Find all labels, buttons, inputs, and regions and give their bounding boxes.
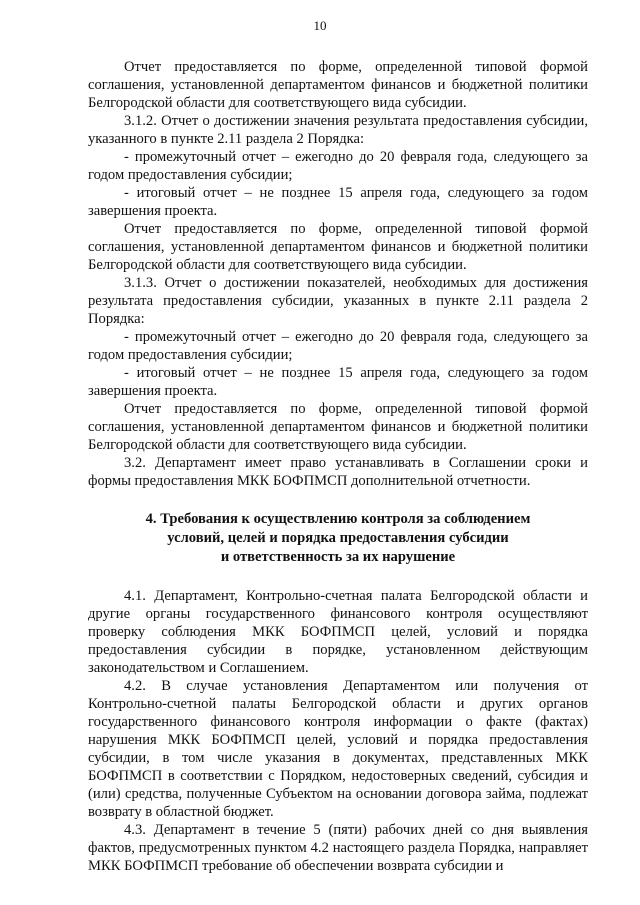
paragraph: 4.3. Департамент в течение 5 (пяти) рабочих дней со дня выявления фактов, предусмотренных пунктом 4.2 настоящего раздела Порядка, направляет МКК БОФПМСП требование об обеспечении возврата субсидии и — [88, 822, 588, 874]
page-number: 10 — [313, 18, 327, 33]
list-item: - промежуточный отчет – ежегодно до 20 февраля года, следующего за годом предоставления субсидии; — [88, 329, 588, 363]
list-item: - итоговый отчет – не позднее 15 апреля года, следующего за годом завершения проекта. — [88, 365, 588, 399]
paragraph: 3.2. Департамент имеет право устанавливать в Соглашении сроки и формы предоставления МКК БОФПМСП дополнительной отчетности. — [88, 455, 588, 489]
paragraph: 3.1.3. Отчет о достижении показателей, необходимых для достижения результата предоставления субсидии, указанных в пункте 2.11 раздела 2 Порядка: — [88, 275, 588, 327]
section-heading — [88, 510, 588, 567]
list-item: - промежуточный отчет – ежегодно до 20 февраля года, следующего за годом предоставления субсидии; — [88, 149, 588, 183]
paragraph: Отчет предоставляется по форме, определенной типовой формой соглашения, установленной департаментом финансов и бюджетной политики Белгородской области для соответствующего вида субсидии. — [88, 401, 588, 453]
section-heading-line: 4. Требования к осуществлению контроля за соблюдением — [145, 511, 531, 527]
list-item: - итоговый отчет – не позднее 15 апреля года, следующего за годом завершения проекта. — [88, 185, 588, 219]
paragraph: 4.2. В случае установления Департаментом или получения от Контрольно-счетной палаты Белгородской области и других органов государственного финансового контроля информации о факте (фактах) нарушения МКК БОФПМСП целей, условий и порядка предоставления субсидии, в том числе указания в документах, представленных МКК БОФПМСП в соответствии с Порядком, недостоверных сведений, субсидия и (или) средства, полученные Субъектом на основании договора займа, подлежат возврату в областной бюджет. — [88, 678, 588, 820]
document-body — [88, 58, 588, 875]
paragraph: 3.1.2. Отчет о достижении значения результата предоставления субсидии, указанного в пункте 2.11 раздела 2 Порядка: — [88, 113, 588, 147]
section-heading-line: условий, целей и порядка предоставления субсидии — [167, 530, 509, 546]
paragraph: Отчет предоставляется по форме, определенной типовой формой соглашения, установленной департаментом финансов и бюджетной политики Белгородской области для соответствующего вида субсидии. — [88, 221, 588, 273]
paragraph: 4.1. Департамент, Контрольно-счетная палата Белгородской области и другие органы государственного финансового контроля осуществляют проверку соблюдения МКК БОФПМСП целей, условий и порядка предоставления субсидии в порядке, установленном действующим законодательством и Соглашением. — [88, 588, 588, 676]
paragraph: Отчет предоставляется по форме, определенной типовой формой соглашения, установленной департаментом финансов и бюджетной политики Белгородской области для соответствующего вида субсидии. — [88, 59, 588, 111]
section-heading-line: и ответственность за их нарушение — [220, 549, 456, 565]
